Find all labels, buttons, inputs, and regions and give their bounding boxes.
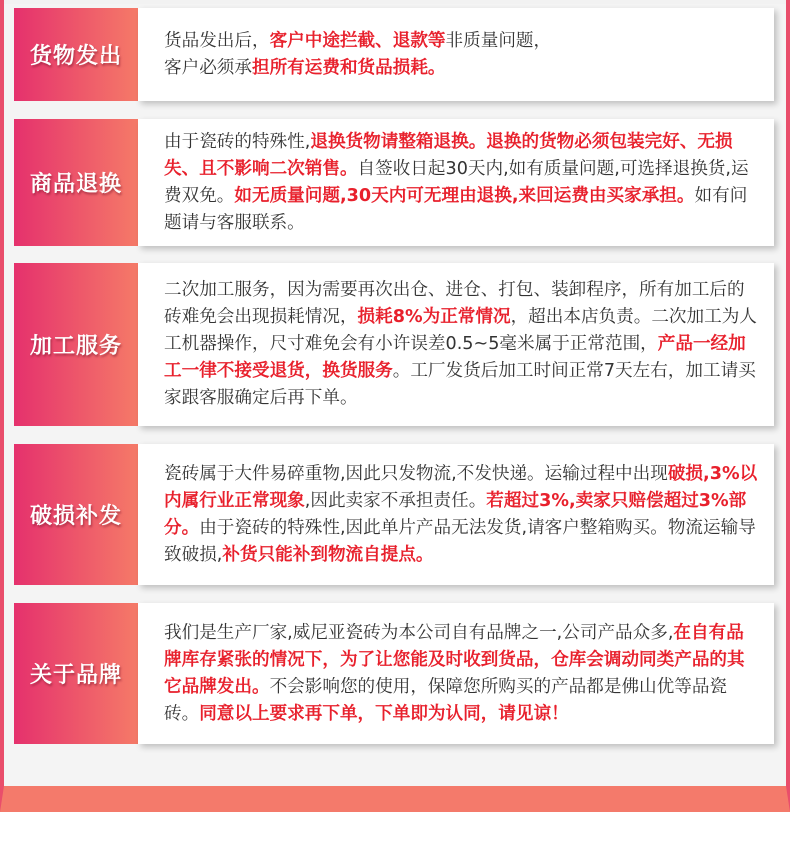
body-text: ,因此卖家不承担责任。 [304,490,487,511]
highlight-text: 同意以上要求再下单，下单即为认同，请见谅！ [199,703,569,724]
highlight-text: 破损,3%以内属行业正常现象 [164,463,758,511]
section-card [138,119,774,246]
highlight-text: 在自有品牌库存紧张的情况下，为了让您能及时收到货品，仓库会调动同类产品的其它品牌发出。 [164,622,745,697]
body-text: 自签收日起30天内,如有质量问题,可选择退换货,运费双免。 [164,158,749,206]
highlight-text: 损耗8%为正常情况 [357,307,511,327]
highlight-text: 产品一经加工一律不接受退货，换货服务 [164,334,746,381]
section-label: 货物发出 [14,8,138,101]
body-text: 客户必须承 [164,57,252,78]
section-brand [14,603,774,744]
section-text [164,129,760,237]
body-text: 由于瓷砖的特殊性,因此单片产品无法发货,请客户整箱购买。物流运输导致破损, [164,517,756,565]
highlight-text: 若超过3%,卖家只赔偿超过3%部分。 [164,490,747,538]
body-text: 不会影响您的使用，保障您所购买的产品都是佛山优等品瓷砖。 [164,676,728,724]
highlight-text: 如无质量问题,30天内可无理由退换,来回运费由买家承担。 [234,185,695,206]
section-text [164,461,760,569]
section-returns [14,119,774,246]
section-label: 商品退换 [14,119,138,246]
body-text: 瓷砖属于大件易碎重物,因此只发物流,不发快递。运输过程中出现 [164,463,668,484]
section-label: 破损补发 [14,444,138,585]
section-card [138,603,774,744]
body-text: 如有问题请与客服联系。 [164,185,748,233]
section-processing [14,263,774,426]
section-label: 关于品牌 [14,603,138,744]
highlight-text: 退换货物请整箱退换。退换的货物必须包装完好、无损失、且不影响二次销售。 [164,131,733,179]
section-text [164,28,551,82]
body-text: 。工厂发货后加工时间正常7天左右，加工请买家跟客服确定后再下单。 [164,361,756,408]
body-text: 二次加工服务，因为需要再次出仓、进仓、打包、装卸程序，所有加工后的砖难免会出现损耗情况， [164,280,745,327]
body-text: 由于瓷砖的特殊性, [164,131,311,152]
body-text: 非质量问题， [445,30,552,51]
section-card [138,263,774,426]
body-text: ，超出本店负责。二次加工为人工机器操作，尺寸难免会有小许误差0.5~5毫米属于正常范围， [164,307,757,354]
body-text: 我们是生产厂家,威尼亚瓷砖为本公司自有品牌之一,公司产品众多, [164,622,674,643]
section-text [164,277,760,412]
highlight-text: 补货只能补到物流自提点。 [222,544,434,565]
section-card [138,8,774,101]
section-text [164,620,760,728]
body-text: 货品发出后， [164,30,270,51]
section-card [138,444,774,585]
section-shipping [14,8,774,101]
highlight-text: 担所有运费和货品损耗。 [251,57,446,78]
highlight-text: 客户中途拦截、退款等 [269,30,446,51]
section-label: 加工服务 [14,263,138,426]
section-damage-replacement [14,444,774,585]
